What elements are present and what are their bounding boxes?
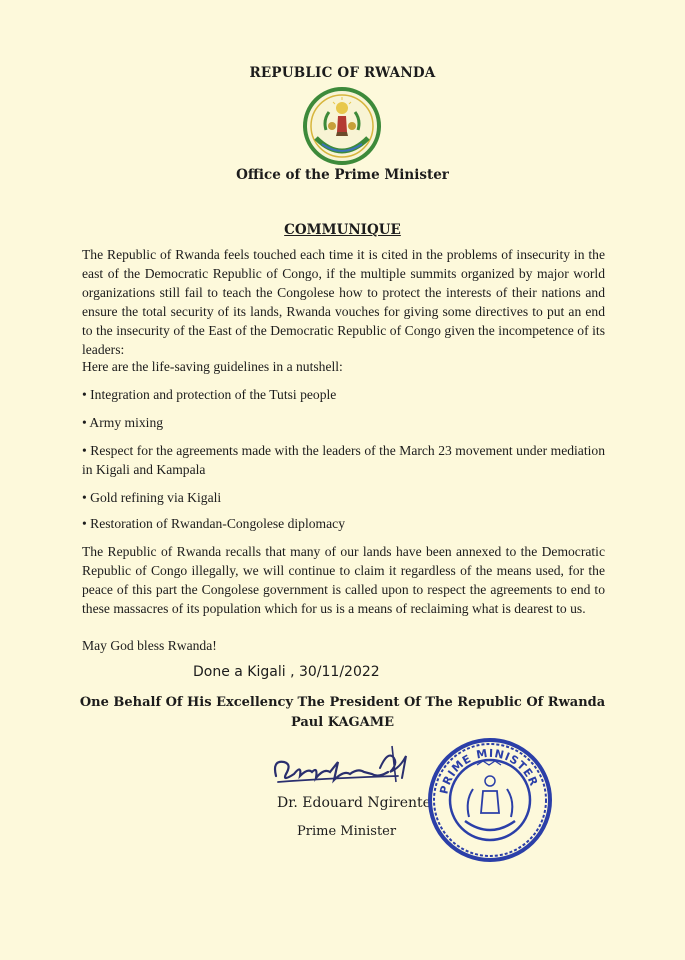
date-line: Done a Kigali , 30/11/2022 bbox=[193, 664, 380, 680]
blessing-line: May God bless Rwanda! bbox=[82, 638, 217, 653]
list-item: • Army mixing bbox=[82, 415, 164, 430]
rwanda-emblem-icon bbox=[302, 86, 382, 166]
guidelines-intro: Here are the life-saving guidelines in a nutshell: bbox=[82, 359, 343, 374]
intro-paragraph: The Republic of Rwanda feels touched each time it is cited in the problems of insecurity in the east of the Democratic Republic of Congo, if the multiple summits organized by major world organizations still fail to teach the Congolese how to protect the interests of their nations and ensure the total security of its lands, Rwanda vouches for giving some directives to put an end to the insecurity of the East of the Democratic Republic of Congo given the incompetence of its leaders: bbox=[82, 247, 605, 357]
list-item: • Integration and protection of the Tutsi people bbox=[82, 387, 337, 402]
list-item: • Respect for the agreements made with the leaders of the March 23 movement under mediation in Kigali and Kampala bbox=[82, 443, 605, 477]
office-heading: Office of the Prime Minister bbox=[236, 167, 449, 183]
president-name: Paul KAGAME bbox=[290, 715, 395, 730]
signer-name: Dr. Edouard Ngirente bbox=[277, 795, 431, 811]
signer-title: Prime Minister bbox=[297, 824, 397, 839]
svg-text:PRIME MINISTER: PRIME MINISTER bbox=[437, 746, 541, 796]
list-item: • Gold refining via Kigali bbox=[82, 490, 222, 505]
list-item: • Restoration of Rwandan-Congolese diplomacy bbox=[82, 516, 345, 531]
behalf-line: One Behalf Of His Excellency The President Of The Republic Of Rwanda bbox=[79, 695, 606, 710]
country-heading: REPUBLIC OF RWANDA bbox=[249, 65, 436, 81]
document-title: COMMUNIQUE bbox=[284, 222, 401, 238]
signature-icon bbox=[268, 738, 418, 798]
prime-minister-stamp-icon bbox=[425, 735, 555, 865]
closing-paragraph: The Republic of Rwanda recalls that many of our lands have been annexed to the Democratic Republic of Congo illegally, we will continue to claim it regardless of the means used, for the peace of this part the Congolese government is called upon to respect the agreements to end to these massacres of its population which for us is a means of reclaiming what is dearest to us. bbox=[82, 544, 605, 616]
